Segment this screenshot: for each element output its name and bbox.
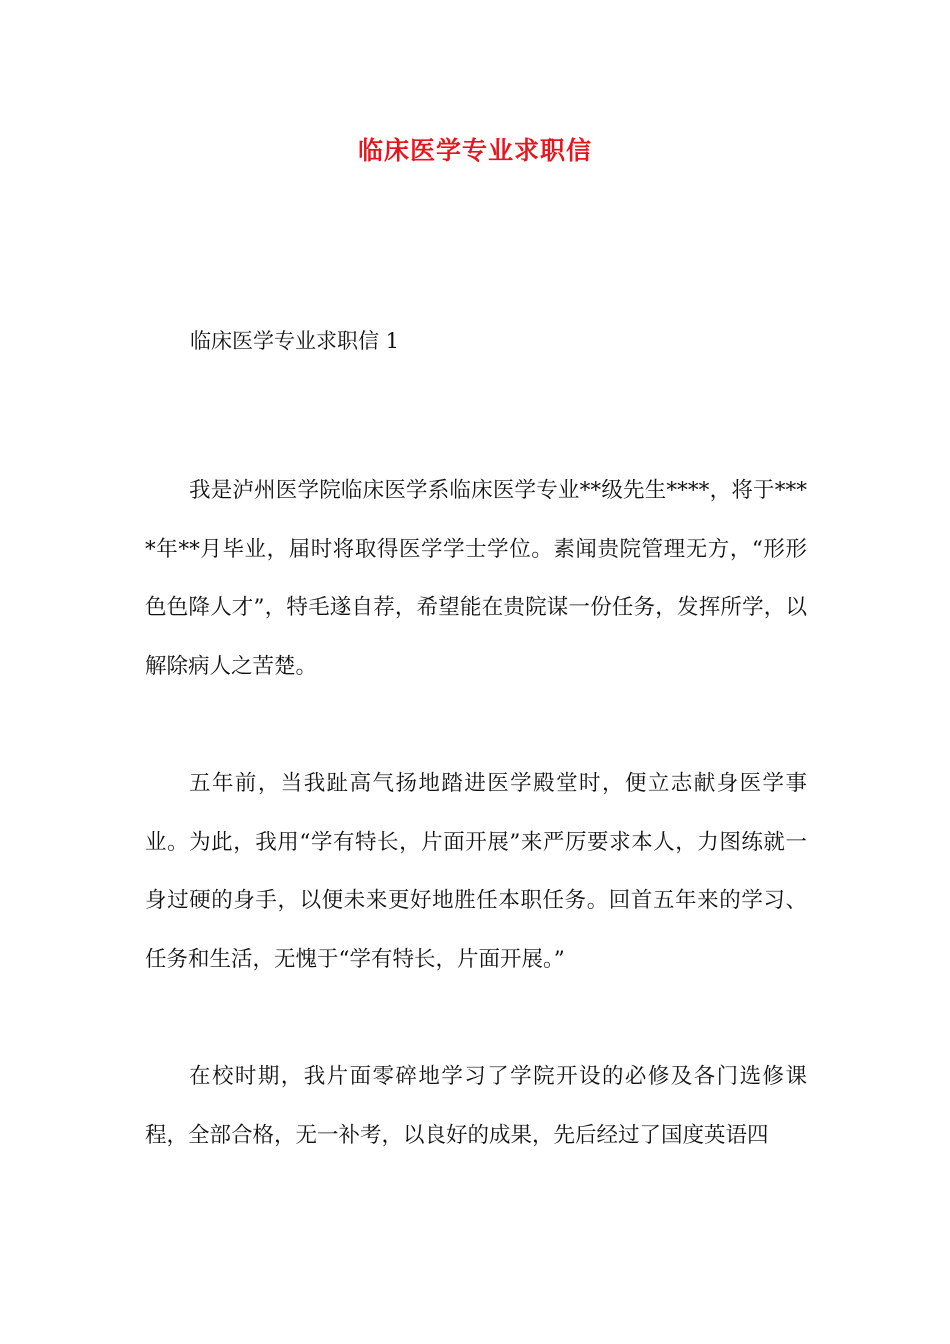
section-heading: 临床医学专业求职信 1 — [190, 329, 400, 353]
body-paragraph-1: 我是泸州医学院临床医学系临床医学专业**级先生****，将于****年**月毕业，届时将取得医学学士学位。素闻贵院管理无方，“形形色色降人才”，特毛遂自荐，希望能在贵院谋一份任务，发挥所学，以解除病人之苦楚。 — [145, 478, 807, 679]
body-paragraph-2: 五年前，当我趾高气扬地踏进医学殿堂时，便立志献身医学事业。为此，我用“学有特长，片面开展”来严厉要求本人，力图练就一身过硬的身手，以便未来更好地胜任本职任务。回首五年来的学习、任务和生活，无愧于“学有特长，片面开展。” — [145, 771, 807, 972]
document-title: 临床医学专业求职信 — [357, 136, 592, 165]
body-paragraph-3: 在校时期，我片面零碎地学习了学院开设的必修及各门选修课程，全部合格，无一补考，以良好的成果，先后经过了国度英语四 — [145, 1064, 807, 1148]
